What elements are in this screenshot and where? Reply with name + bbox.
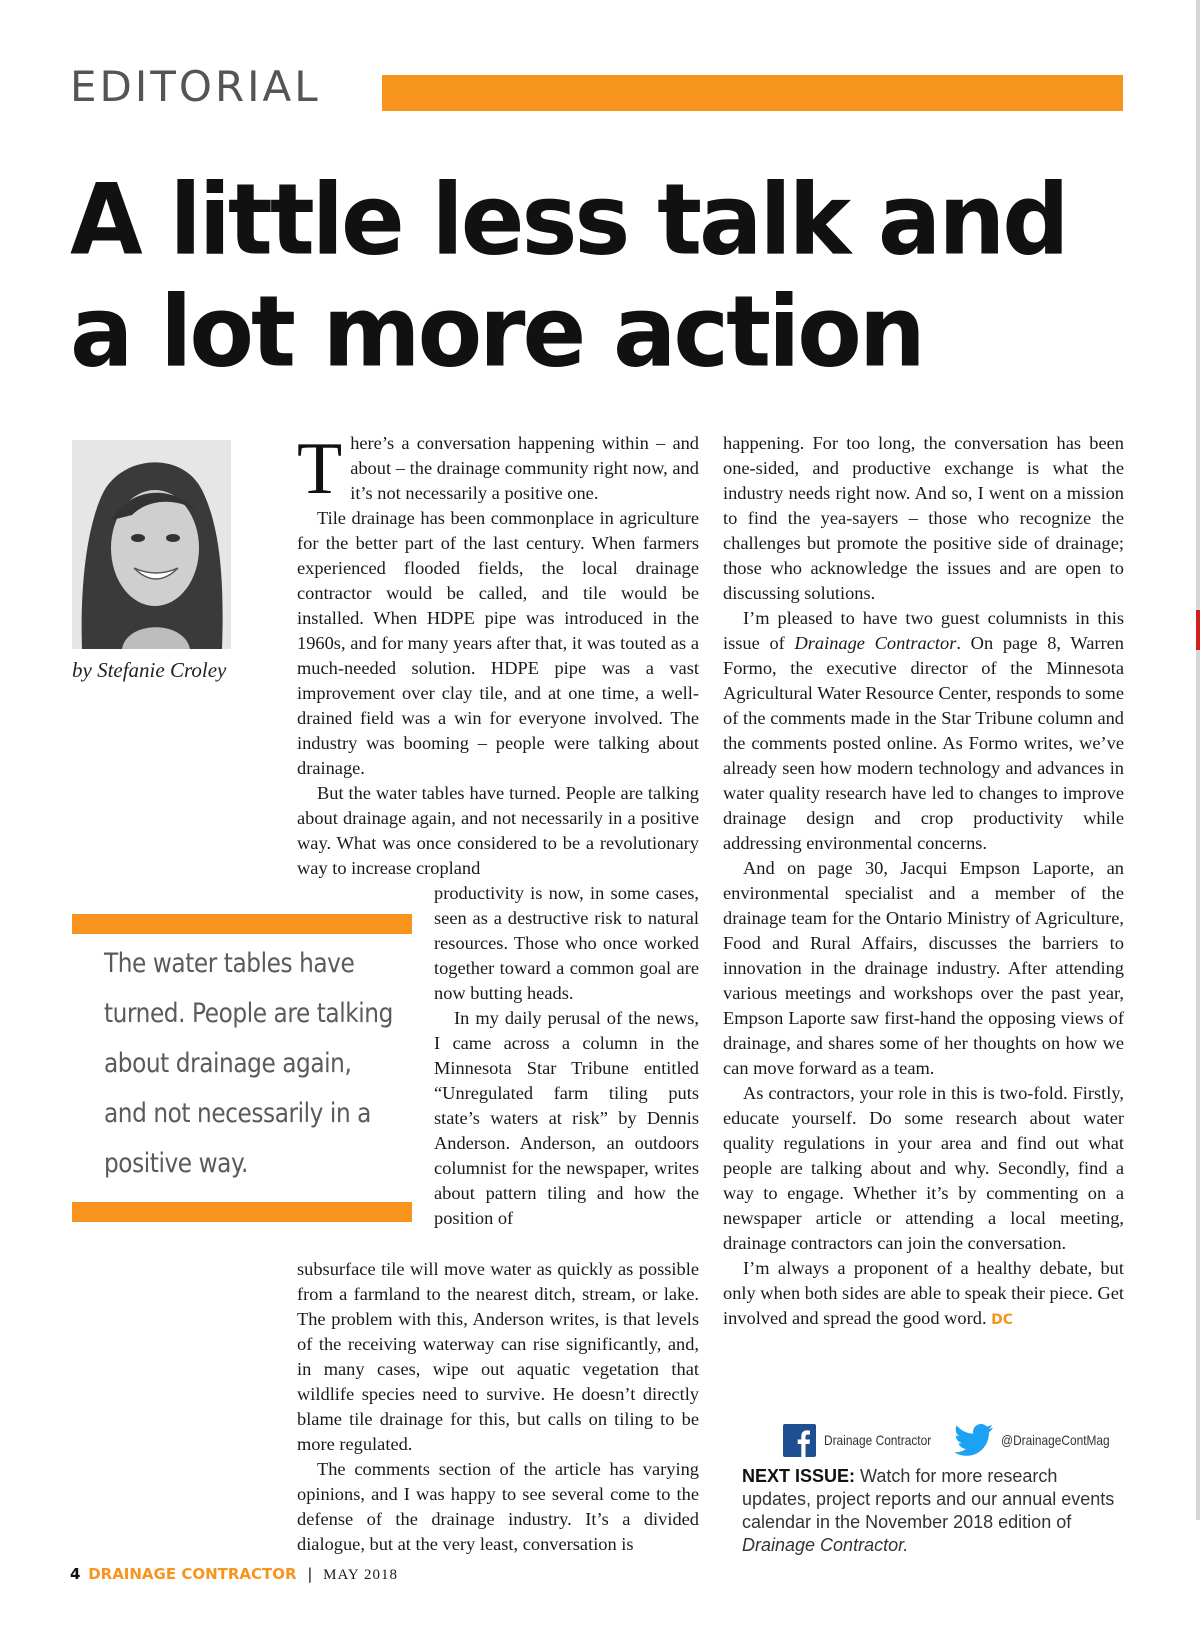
pull-quote-top-bar xyxy=(72,914,412,934)
page-edge xyxy=(1196,0,1200,1520)
article-paragraph: I’m pleased to have two guest columnists in this issue of Drainage Contractor. On page 8, Warren Formo, the executive director of the Minnesota Agricultural Water Resource Center, responds to some of the comments made in the Star Tribune column and the comments posted online. As Formo writes, we’ve already seen how modern technology and advances in water quality research have led to changes to improve drainage design and crop productivity while addressing environmental concerns. xyxy=(723,608,1125,853)
article-column-1-top xyxy=(297,428,699,881)
end-mark: DC xyxy=(991,1312,1014,1328)
author-photo xyxy=(72,440,231,649)
article-paragraph: In my daily perusal of the news, I came across a column in the Minnesota Star Tribune entitled “Unregulated farm tiling puts state’s waters at risk” by Dennis Anderson. Anderson, an outdoors columnist for the newspaper, writes about pattern tiling and how the position of xyxy=(434,1008,699,1228)
article-column-1-narrow xyxy=(434,881,699,1231)
page-footer xyxy=(70,1565,398,1584)
next-issue-box xyxy=(742,1465,1122,1557)
drop-cap: T xyxy=(297,428,343,510)
section-accent-bar xyxy=(382,75,1123,111)
headline-line-2: a lot more action xyxy=(70,276,923,390)
page-edge-marker xyxy=(1196,610,1200,650)
article-paragraph: But the water tables have turned. People are talking about drainage again, and not necessarily in a positive way. What was once considered to be a revolutionary way to increase cropland xyxy=(297,783,699,878)
article-paragraph-continued: subsurface tile will move water as quickly as possible from a farmland to the nearest ditch, stream, or lake. The problem with this, Anderson writes, is that levels of the receiving waterway can rise significantly, and, in many cases, wipe out aquatic vegetation that wildlife species need to survive. He doesn’t directly blame tile drainage for this, but calls on tiling to be more regulated. xyxy=(297,1259,699,1454)
twitter-link[interactable] xyxy=(955,1420,1129,1460)
article-paragraph-continued: productivity is now, in some cases, seen as a destructive risk to natural resources. Those who once worked together toward a common goal are now butting heads. xyxy=(434,883,699,1003)
article-paragraph: I’m always a proponent of a healthy debate, but only when both sides are able to speak their piece. Get involved and spread the good word. DC xyxy=(723,1258,1124,1328)
article-paragraph: Tile drainage has been commonplace in agriculture for the better part of the last century. When farmers experienced flooded fields, the local drainage contractor would be called, and tile would be installed. When HDPE pipe was introduced in the 1960s, and for many years after that, it was touted as a much-needed solution. HDPE pipe was a vast improvement over clay tile, and at one time, a well-drained field was a win for everyone involved. The industry was booming – people were talking about drainage. xyxy=(297,508,699,778)
facebook-icon xyxy=(783,1424,816,1457)
page-number: 4 xyxy=(70,1565,81,1583)
article-paragraph: And on page 30, Jacqui Empson Laporte, an environmental specialist and a member of the drainage team for the Ontario Ministry of Agriculture, Food and Rural Affairs, discusses the barriers to innovation in the drainage industry. After attending various meetings and workshops over the past year, Empson Laporte saw first-hand the opposing views of drainage, and shares some of her thoughts on how we can move forward as a team. xyxy=(723,858,1124,1078)
headline xyxy=(70,165,1130,390)
article-paragraph: The comments section of the article has varying opinions, and I was happy to see several come to the defense of the drainage industry. It’s a divided dialogue, but at the very least, conversation is xyxy=(297,1459,699,1554)
pull-quote-bottom-bar xyxy=(72,1202,412,1222)
section-label: EDITORIAL xyxy=(70,62,321,111)
twitter-label: @DrainageContMag xyxy=(1001,1432,1110,1448)
pull-quote: The water tables have turned. People are talking about drainage again, and not necessarily in a positive way. xyxy=(104,948,393,1179)
author-byline: by Stefanie Croley xyxy=(72,658,227,682)
article-paragraph: As contractors, your role in this is two-fold. Firstly, educate yourself. Do some research about water quality regulations in your area and find out what people are talking about and why. Secondly, find a way to engage. Whether it’s by commenting on a newspaper article or attending a local meeting, drainage contractors can join the conversation. xyxy=(723,1083,1124,1253)
next-issue-heading: NEXT ISSUE: xyxy=(742,1466,856,1486)
article-paragraph: There’s a conversation happening within – and about – the drainage community right now, and it’s not necessarily a positive one. xyxy=(297,428,699,510)
next-issue-text: Watch for more research updates, project reports and our annual events calendar in the November 2018 edition of xyxy=(742,1466,1115,1532)
next-issue-magazine: Drainage Contractor. xyxy=(742,1535,909,1555)
footer-issue-date: MAY 2018 xyxy=(323,1567,398,1583)
article-column-1-bottom xyxy=(297,1257,699,1557)
magazine-title: Drainage Contractor xyxy=(794,633,957,653)
headline-line-1: A little less talk and xyxy=(70,163,1067,278)
footer-separator: | xyxy=(307,1565,313,1583)
article-column-2 xyxy=(723,431,1124,1333)
article-paragraph-continued: happening. For too long, the conversation has been one-sided, and productive exchange is what the industry needs right now. And so, I went on a mission to find the yea-sayers – those who recognize the challenges but promote the positive side of drainage; those who acknowledge the issues and are open to discussing solutions. xyxy=(723,433,1124,603)
author-portrait-illustration xyxy=(72,440,231,649)
facebook-label: Drainage Contractor xyxy=(824,1432,932,1448)
footer-magazine: DRAINAGE CONTRACTOR xyxy=(88,1565,297,1583)
facebook-link[interactable] xyxy=(783,1420,950,1460)
twitter-icon xyxy=(955,1424,993,1456)
